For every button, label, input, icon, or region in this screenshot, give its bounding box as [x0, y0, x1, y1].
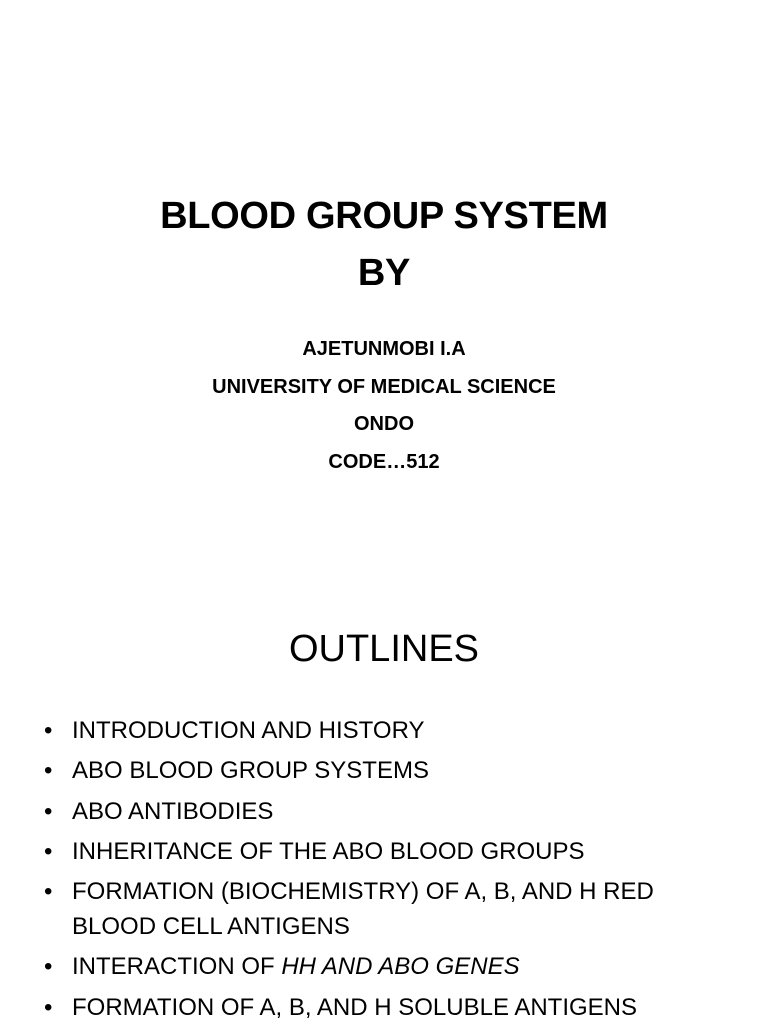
- institution-name: UNIVERSITY OF MEDICAL SCIENCE: [212, 375, 556, 398]
- outline-item: [0, 794, 768, 829]
- bullet-icon: •: [44, 837, 53, 865]
- outline-item: [0, 834, 768, 869]
- bullet-icon: •: [44, 878, 53, 906]
- outline-item-text: INTERACTION OF: [72, 953, 282, 981]
- slide-title: [0, 188, 768, 302]
- slide-subtitle: [0, 331, 768, 481]
- bullet-icon: •: [44, 717, 53, 744]
- outline-heading: OUTLINES: [288, 628, 480, 670]
- title-line: BY: [357, 252, 411, 294]
- outline-item: [0, 713, 768, 748]
- outline-item: [0, 990, 768, 1025]
- title-line: BLOOD GROUP SYSTEM: [160, 195, 608, 237]
- location-name: ONDO: [354, 413, 414, 435]
- outline-item-text: ABO BLOOD GROUP SYSTEMS: [72, 757, 429, 785]
- outline-item-text: FORMATION OF A, B, AND H SOLUBLE ANTIGENS: [72, 993, 637, 1021]
- author-name: AJETUNMOBI I.A: [302, 338, 466, 360]
- outline-item-text: INHERITANCE OF THE ABO BLOOD GROUPS: [72, 837, 585, 865]
- outline-item-text: INTRODUCTION AND HISTORY: [72, 717, 425, 744]
- outline-item-italic-text: HH AND ABO GENES: [281, 953, 520, 981]
- bullet-icon: •: [44, 993, 53, 1021]
- outline-list: [0, 713, 768, 1030]
- outline-item-text: FORMATION (BIOCHEMISTRY) OF A, B, AND H RED BLOOD CELL ANTIGENS: [72, 878, 654, 941]
- outline-item: [0, 874, 768, 944]
- course-code: CODE…512: [328, 450, 440, 473]
- outline-item: [0, 753, 768, 788]
- bullet-icon: •: [44, 757, 53, 785]
- outline-slide: [0, 560, 768, 1024]
- bullet-icon: •: [44, 797, 53, 825]
- bullet-icon: •: [44, 953, 53, 981]
- outline-item-text: ABO ANTIBODIES: [72, 797, 274, 825]
- outline-item: [0, 949, 768, 984]
